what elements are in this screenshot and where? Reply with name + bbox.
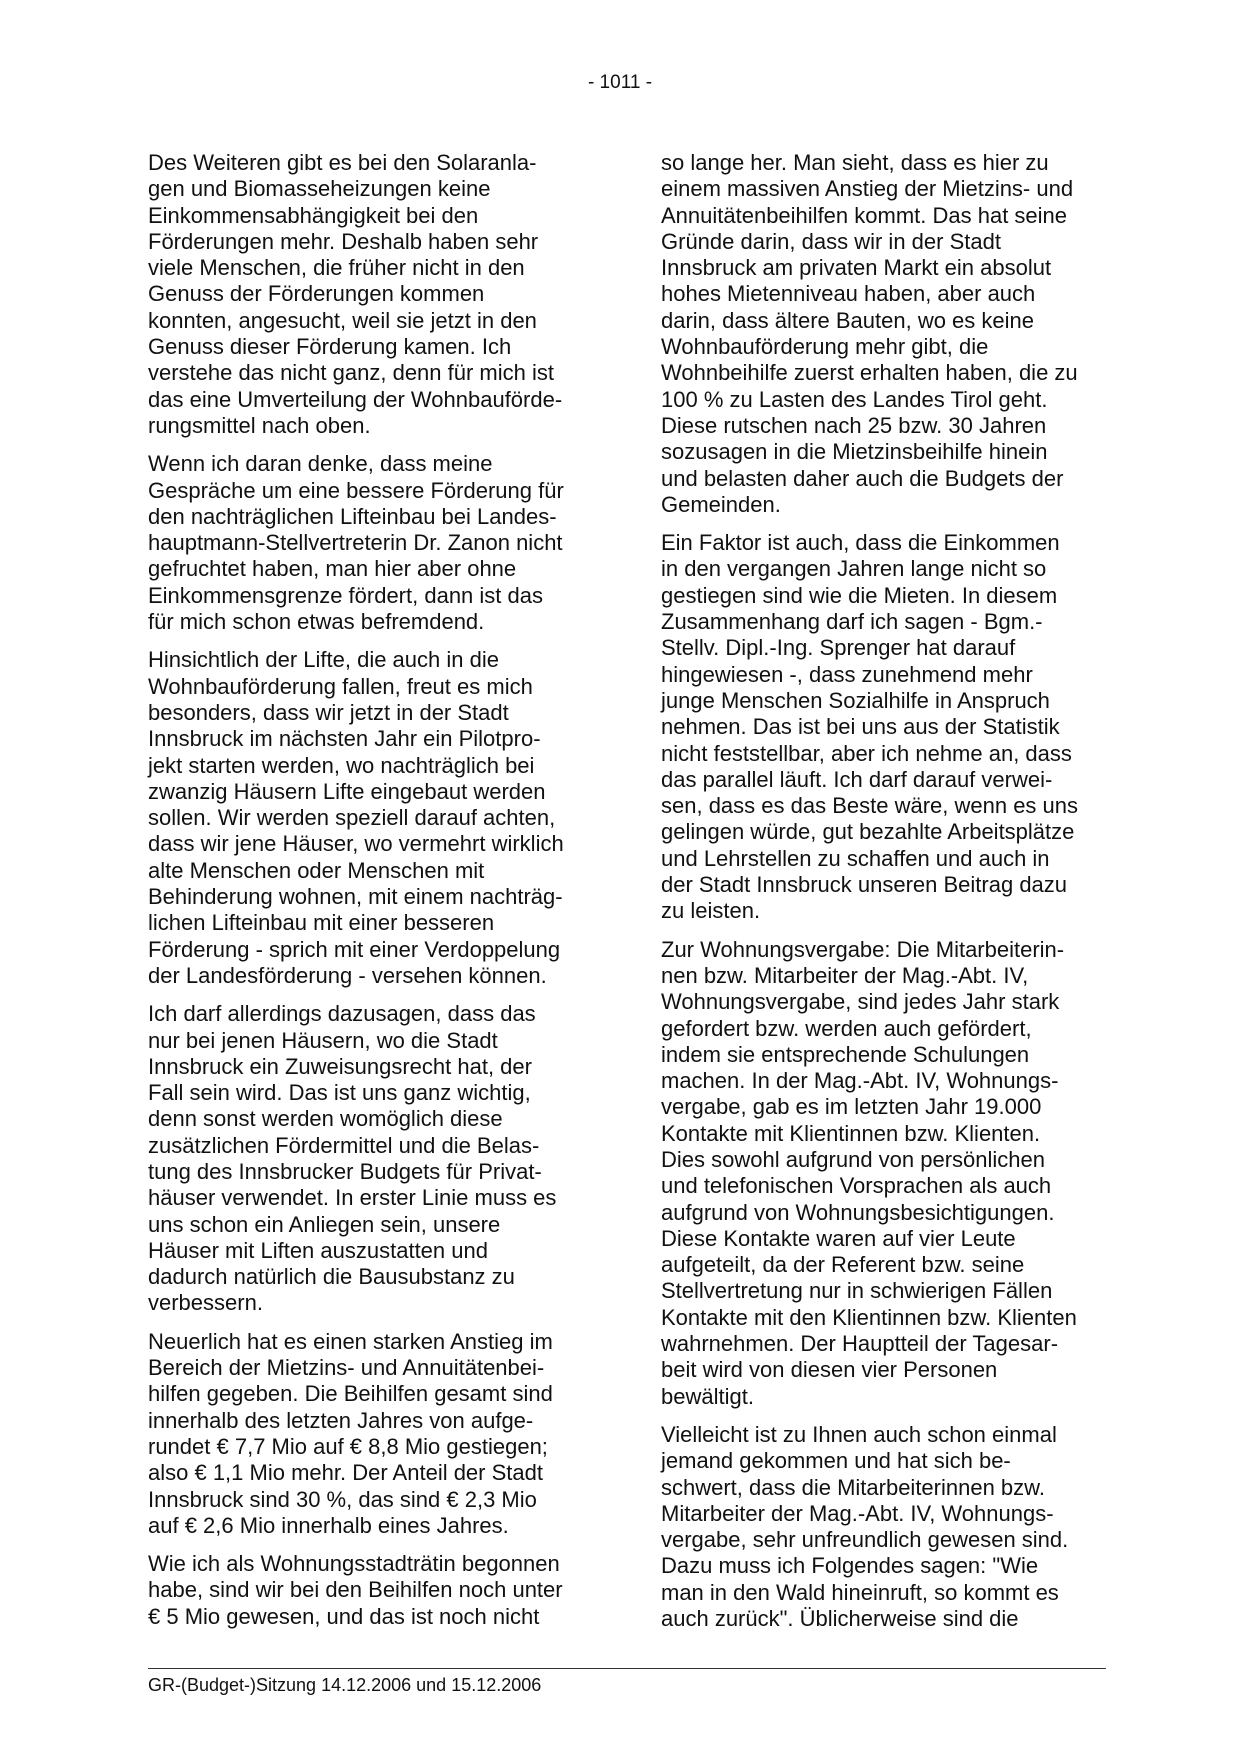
paragraph: Hinsichtlich der Lifte, die auch in die Wohnbauförderung fallen, freut es mich besonders, dass wir jetzt in der Stadt Innsbruck im nächsten Jahr ein Pilotpro- jekt starten werden, wo nachträglich bei zwanzig Häusern Lifte eingebaut werden sollen. Wir werden speziell darauf achten, dass wir jene Häuser, wo vermehrt wirklich alte Menschen oder Menschen mit Behinderung wohnen, mit einem nachträg- lichen Lifteinbau mit einer besseren Förderung - sprich mit einer Verdoppelung der Landesförderung - versehen können.: [148, 647, 564, 988]
paragraph: Des Weiteren gibt es bei den Solaranla- gen und Biomasseheizungen keine Einkommensabhängigkeit bei den Förderungen mehr. Deshalb haben sehr viele Menschen, die früher nicht in den Genuss der Förderungen kommen konnten, angesucht, weil sie jetzt in den Genuss dieser Förderung kamen. Ich verstehe das nicht ganz, denn für mich ist das eine Umverteilung der Wohnbauförde- rungsmittel nach oben.: [148, 150, 563, 438]
paragraph: Vielleicht ist zu Ihnen auch schon einmal jemand gekommen und hat sich be- schwert, dass die Mitarbeiterinnen bzw. Mitarbeiter der Mag.-Abt. IV, Wohnungs- vergabe, sehr unfreundlich gewesen sind. Dazu muss ich Folgendes sagen: "Wie man in den Wald hineinruft, so kommt es auch zurück". Üblicherweise sind die: [661, 1421, 1069, 1632]
footer-divider: [148, 1668, 1106, 1669]
paragraph: Neuerlich hat es einen starken Anstieg im Bereich der Mietzins- und Annuitätenbei- hilfen gegeben. Die Beihilfen gesamt sind innerhalb des letzten Jahres von aufge- rundet € 7,7 Mio auf € 8,8 Mio gestiegen; also € 1,1 Mio mehr. Der Anteil der Stadt Innsbruck sind 30 %, das sind € 2,3 Mio auf € 2,6 Mio innerhalb eines Jahres.: [148, 1328, 553, 1538]
paragraph: Ein Faktor ist auch, dass die Einkommen in den vergangen Jahren lange nicht so gestiegen sind wie die Mieten. In diesem Zusammenhang darf ich sagen - Bgm.- Stellv. Dipl.-Ing. Sprenger hat darauf hingewiesen -, dass zunehmend mehr junge Menschen Sozialhilfe in Anspruch nehmen. Das ist bei uns aus der Statistik nicht feststellbar, aber ich nehme an, dass das parallel läuft. Ich darf darauf verwei- sen, dass es das Beste wäre, wenn es uns gelingen würde, gut bezahlte Arbeitsplätze und Lehrstellen zu schaffen und auch in der Stadt Innsbruck unseren Beitrag dazu zu leisten.: [661, 530, 1079, 924]
paragraph: Wie ich als Wohnungsstadträtin begonnen habe, sind wir bei den Beihilfen noch unter € 5 Mio gewesen, und das ist noch nicht: [148, 1551, 563, 1629]
paragraph: Ich darf allerdings dazusagen, dass das nur bei jenen Häusern, wo die Stadt Innsbruck ein Zuweisungsrecht hat, der Fall sein wird. Das ist uns ganz wichtig, denn sonst werden womöglich diese zusätzlichen Fördermittel und die Belas- tung des Innsbrucker Budgets für Privat- häuser verwendet. In erster Linie muss es uns schon ein Anliegen sein, unsere Häuser mit Liften auszustatten und dadurch natürlich die Bausubstanz zu verbessern.: [148, 1001, 557, 1316]
paragraph: Zur Wohnungsvergabe: Die Mitarbeiterin- nen bzw. Mitarbeiter der Mag.-Abt. IV, Wohnungsvergabe, sind jedes Jahr stark gefordert bzw. werden auch gefördert, indem sie entsprechende Schulungen machen. In der Mag.-Abt. IV, Wohnungs- vergabe, gab es im letzten Jahr 19.000 Kontakte mit Klientinnen bzw. Klienten. Dies sowohl aufgrund von persönlichen und telefonischen Vorsprachen als auch aufgrund von Wohnungsbesichtigungen. Diese Kontakte waren auf vier Leute aufgeteilt, da der Referent bzw. seine Stellvertretung nur in schwierigen Fällen Kontakte mit den Klientinnen bzw. Klienten wahrnehmen. Der Hauptteil der Tagesar- beit wird von diesen vier Personen bewältigt.: [661, 936, 1077, 1409]
footer-text: GR-(Budget-)Sitzung 14.12.2006 und 15.12.2006: [148, 1675, 542, 1695]
paragraph: so lange her. Man sieht, dass es hier zu einem massiven Anstieg der Mietzins- und Annuitätenbeihilfen kommt. Das hat seine Gründe darin, dass wir in der Stadt Innsbruck am privaten Markt ein absolut hohes Mietenniveau haben, aber auch darin, dass ältere Bauten, wo es keine Wohnbauförderung mehr gibt, die Wohnbeihilfe zuerst erhalten haben, die zu 100 % zu Lasten des Landes Tirol geht. Diese rutschen nach 25 bzw. 30 Jahren sozusagen in die Mietzinsbeihilfe hinein und belasten daher auch die Budgets der Gemeinden.: [661, 150, 1078, 517]
right-column: [661, 150, 1106, 1644]
left-column: [148, 150, 593, 1642]
paragraph: Wenn ich daran denke, dass meine Gespräche um eine bessere Förderung für den nachträglichen Lifteinbau bei Landes- hauptmann-Stellvertreterin Dr. Zanon nicht gefruchtet haben, man hier aber ohne Einkommensgrenze fördert, dann ist das für mich schon etwas befremdend.: [148, 451, 564, 635]
page-number: - 1011 -: [587, 72, 653, 93]
